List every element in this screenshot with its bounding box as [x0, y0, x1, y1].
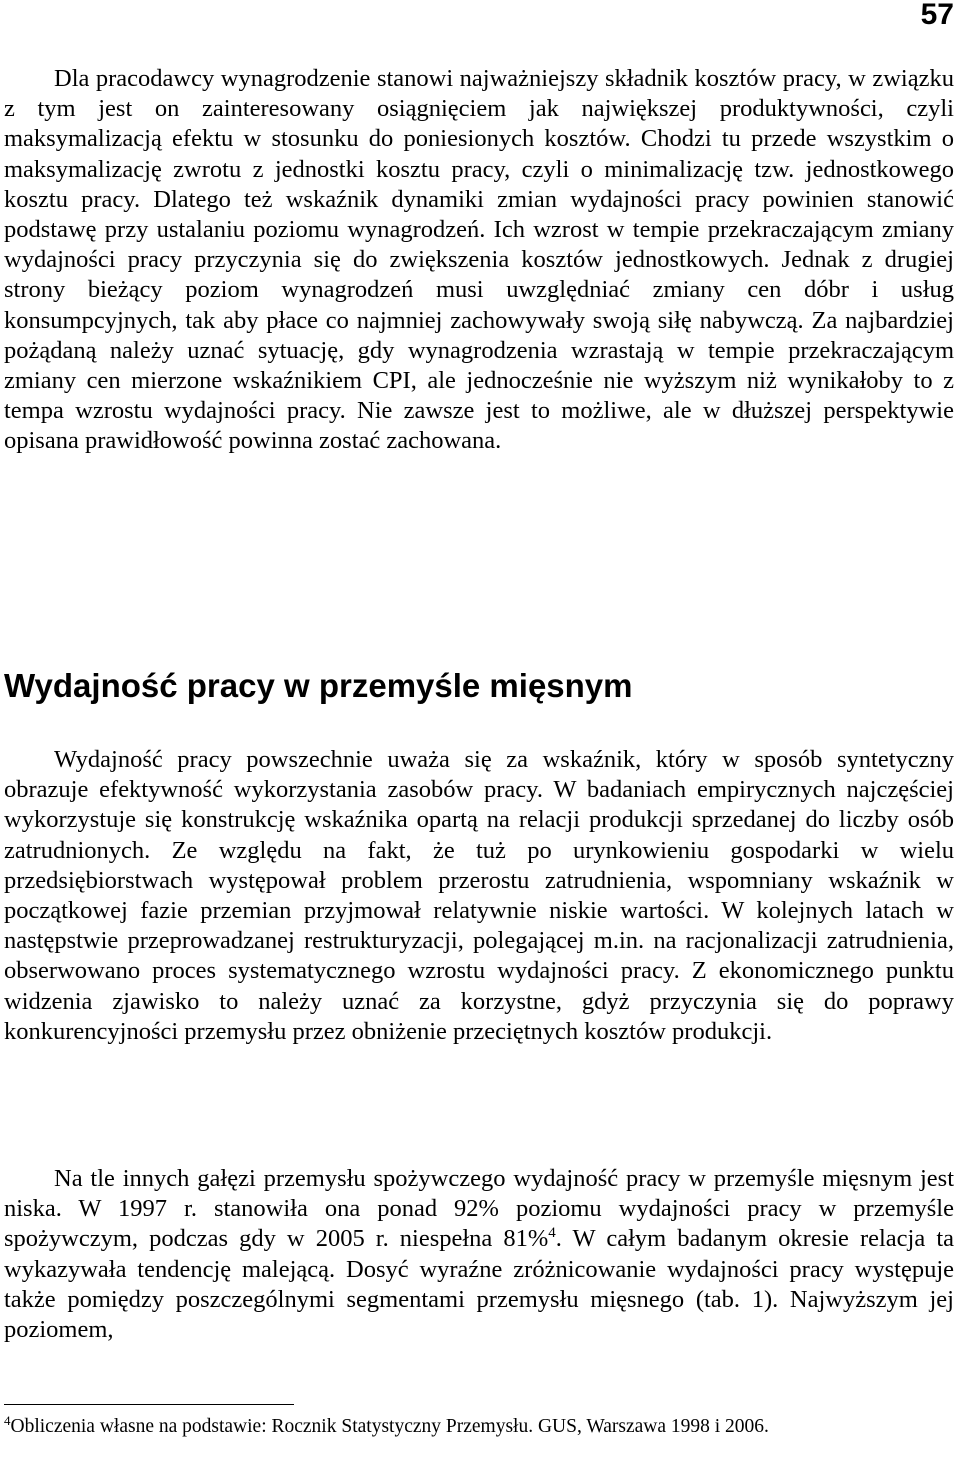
footnote-reference: 4 [548, 1225, 556, 1242]
body-paragraph-1: Dla pracodawcy wynagrodzenie stanowi najważniejszy składnik kosztów pracy, w związku z tym jest on zainteresowany osiągnięciem jak największej produktywności, czyli maksymalizacją efektu w stosunku do poniesionych kosztów. Chodzi tu przede wszystkim o maksymalizację zwrotu z jednostki kosztu pracy, czyli o minimalizację tzw. jednostkowego kosztu pracy. Dlatego też wskaźnik dynamiki zmian wydajności pracy powinien stanowić podstawę przy ustalaniu poziomu wynagrodzeń. Ich wzrost w tempie przekraczającym zmiany wydajności pracy przyczynia się do zwiększenia kosztów jednostkowych. Jednak z drugiej strony bieżący poziom wynagrodzeń musi uwzględniać zmiany cen dóbr i usług konsumpcyjnych, tak aby płace co najmniej zachowywały swoją siłę nabywczą. Za najbardziej pożądaną należy uznać sytuację, gdy wynagrodzenia wzrastają w tempie przekraczającym zmiany cen mierzone wskaźnikiem CPI, ale jednocześnie nie wyższym niż wynikałoby to z tempa wzrostu wydajności pracy. Nie zawsze jest to możliwe, ale w dłuższej perspektywie opisana prawidłowość powinna zostać zachowana. [4, 65, 954, 455]
page-number: 57 [920, 0, 954, 31]
body-paragraph-2: Wydajność pracy powszechnie uważa się za wskaźnik, który w sposób syntetyczny obrazuje efektywność wykorzystania zasobów pracy. W badaniach empirycznych najczęściej wykorzystuje się konstrukcję wskaźnika opartą na relacji produkcji sprzedanej do liczby osób zatrudnionych. Ze względu na fakt, że tuż po urynkowieniu gospodarki w wielu przedsiębiorstwach występował problem przerostu zatrudnienia, wspomniany wskaźnik w początkowej fazie przemian przyjmował relatywnie niskie wartości. W kolejnych latach w następstwie przeprowadzanej restrukturyzacji, polegającej m.in. na racjonalizacji zatrudnienia, obserwowano proces systematycznego wzrostu wydajności pracy. Z ekonomicznego punktu widzenia zjawisko to należy uznać za korzystne, gdyż przyczynia się do poprawy konkurencyjności przemysłu przez obniżenie przeciętnych kosztów produkcji. [4, 746, 954, 1045]
body-paragraph-3 [4, 1164, 954, 1345]
section-heading: Wydajność pracy w przemyśle mięsnym [4, 667, 633, 704]
footnote-marker: 4 [4, 1413, 11, 1428]
footnote-text: Obliczenia własne na podstawie: Rocznik Statystyczny Przemysłu. GUS, Warszawa 1998 i 2006. [10, 1416, 769, 1437]
paragraph-3-text-start: Na tle innych gałęzi przemysłu spożywczego wydajność pracy w przemyśle mięsnym jest niska. W 1997 r. stanowiła ona ponad 92% poziomu wydajności pracy w przemyśle spożywczym, podczas gdy w 2005 r. niespełna 81% [4, 1165, 954, 1253]
paragraph-3-text-end: . W całym badanym okresie relacja ta wykazywała tendencję malejącą. Dosyć wyraźne zróżnicowanie wydajności pracy występuje także pomiędzy poszczególnymi segmentami przemysłu mięsnego (tab. 1). Najwyższym jej poziomem, [4, 1225, 954, 1344]
footnote-separator [4, 1404, 294, 1405]
footnote [4, 1414, 954, 1440]
